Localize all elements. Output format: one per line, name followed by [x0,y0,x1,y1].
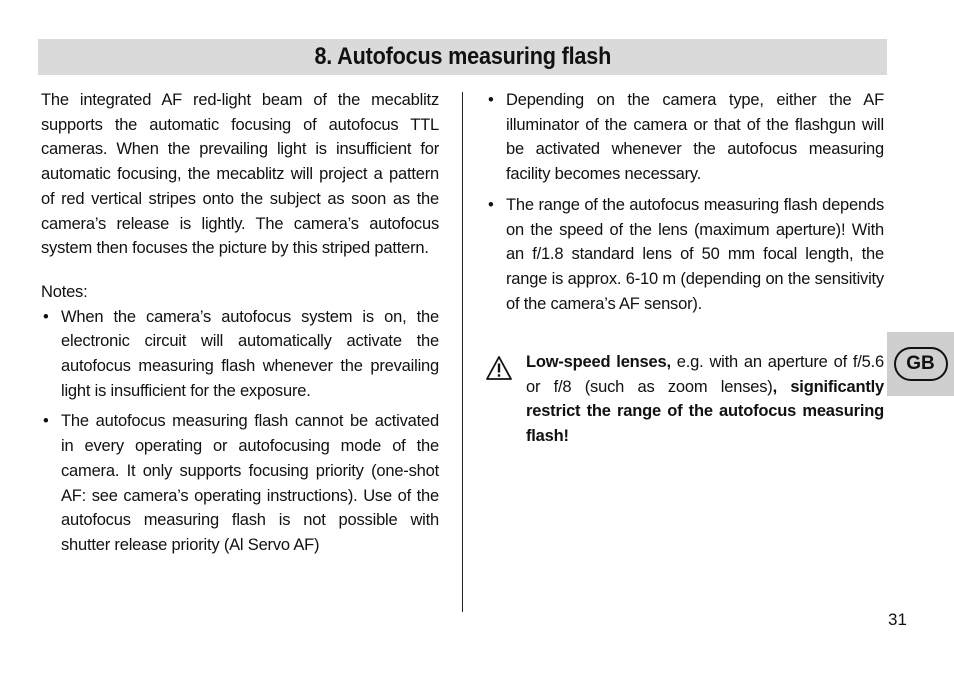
bullet-icon: • [43,412,49,431]
right-notes-list [486,88,884,316]
warning-triangle-icon [486,350,512,449]
page-number: 31 [888,610,907,629]
list-item [486,88,884,187]
bullet-icon: • [488,195,494,214]
left-column [41,88,439,564]
section-title-bar [38,39,887,75]
warning-plain-text: e.g. with an aperture of f/5.6 or f/8 (such as zoom lenses) [526,353,884,396]
language-badge: GB [894,347,948,381]
warning-text [526,350,884,449]
bullet-icon: • [43,307,49,326]
column-divider [462,92,463,612]
notes-list [41,305,439,558]
list-item-text: The autofocus measuring flash cannot be activated in every operating or autofocusing mode of the camera. It only supports focusing priority (one-shot AF: see camera’s operating instructions). Use of the autofocus measuring flash is not possible with shutter release priority (Al Servo AF) [61,412,439,554]
list-item [41,305,439,404]
notes-label: Notes: [41,282,88,301]
list-item-text: Depending on the camera type, either the AF illuminator of the camera or that of the flashgun will be activated whenever the autofocus measuring facility becomes necessary. [506,91,884,184]
list-item [486,193,884,317]
warning-bold-lead: Low-speed lenses, [526,353,671,371]
warning-bold-tail: , significantly restrict the range of the autofocus measuring flash! [526,377,884,446]
list-item-text: When the camera’s autofocus system is on, the electronic circuit will automatically activate the autofocus measuring flash whenever the prevailing light is insufficient for the exposure. [61,307,439,400]
list-item [41,409,439,557]
language-tab [887,332,954,396]
warning-note [486,350,884,449]
intro-paragraph: The integrated AF red-light beam of the mecablitz supports the automatic focusing of autofocus TTL cameras. When the prevailing light is insufficient for automatic focusing, the mecablitz will project a pattern of red vertical stripes onto the subject as soon as the camera’s release is lightly. The camera’s autofocus system then focuses the picture by this striped pattern. [41,91,439,258]
right-column [486,88,884,322]
page-title: 8. Autofocus measuring flash [314,43,611,70]
list-item-text: The range of the autofocus measuring flash depends on the speed of the lens (maximum aperture)! With an f/1.8 standard lens of 50 mm focal length, the range is approx. 6-10 m (depending on the sensitivity of the camera’s AF sensor). [506,195,884,313]
bullet-icon: • [488,91,494,109]
